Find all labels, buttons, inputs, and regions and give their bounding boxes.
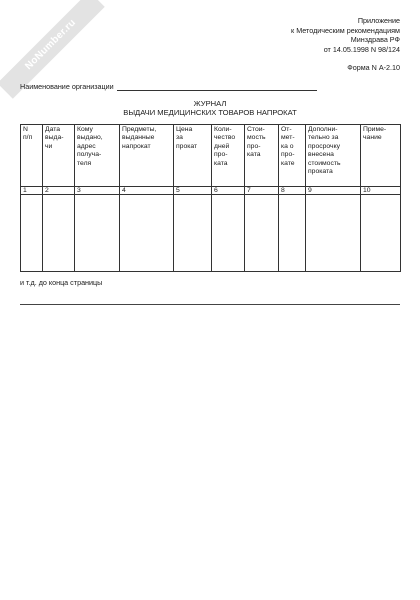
table-header-row — [21, 125, 401, 187]
column-number: 1 — [21, 187, 43, 195]
column-header: Предметы, выданные напрокат — [120, 125, 174, 187]
column-number: 6 — [212, 187, 245, 195]
header-line-ministry: Минздрава РФ — [350, 35, 400, 44]
empty-cell — [21, 195, 43, 272]
empty-cell — [43, 195, 75, 272]
form-number: Форма N А-2.10 — [347, 63, 400, 72]
column-header: Приме- чание — [361, 125, 401, 187]
watermark: NoNumber.ru — [0, 0, 105, 99]
empty-cell — [174, 195, 212, 272]
column-header: Кому выдано, адрес получа- теля — [75, 125, 120, 187]
header-line-date: от 14.05.1998 N 98/124 — [323, 44, 400, 54]
organization-line — [20, 82, 317, 91]
approval-header — [291, 16, 400, 54]
column-header: Стои- мость про- ката — [245, 125, 279, 187]
column-number: 10 — [361, 187, 401, 195]
journal-table — [20, 124, 401, 272]
column-number: 9 — [306, 187, 361, 195]
organization-label: Наименование организации — [20, 82, 114, 91]
column-number: 8 — [279, 187, 306, 195]
column-header: От- мет- ка о про- кате — [279, 125, 306, 187]
column-number: 2 — [43, 187, 75, 195]
column-number: 5 — [174, 187, 212, 195]
column-header: Дополни- тельно за просрочку внесена стоимость проката — [306, 125, 361, 187]
column-header: Дата выда- чи — [43, 125, 75, 187]
column-number: 7 — [245, 187, 279, 195]
header-line-appendix: Приложение — [357, 16, 400, 25]
column-number: 4 — [120, 187, 174, 195]
header-line-recommendations: к Методическим рекомендациям — [291, 25, 400, 35]
empty-cell — [212, 195, 245, 272]
organization-blank — [117, 83, 317, 91]
empty-cell — [279, 195, 306, 272]
column-number: 3 — [75, 187, 120, 195]
empty-cell — [120, 195, 174, 272]
empty-entry-row — [21, 195, 401, 272]
column-header: Коли- чество дней про- ката — [212, 125, 245, 187]
empty-cell — [306, 195, 361, 272]
column-number-row — [21, 187, 401, 195]
bottom-divider — [20, 304, 400, 305]
empty-cell — [75, 195, 120, 272]
empty-cell — [361, 195, 401, 272]
empty-cell — [245, 195, 279, 272]
document-subtitle: ВЫДАЧИ МЕДИЦИНСКИХ ТОВАРОВ НАПРОКАТ — [123, 108, 297, 117]
continuation-note: и т.д. до конца страницы — [20, 278, 103, 287]
document-title: ЖУРНАЛ — [193, 99, 227, 108]
column-header: Цена за прокат — [174, 125, 212, 187]
column-header: N п/п — [21, 125, 43, 187]
